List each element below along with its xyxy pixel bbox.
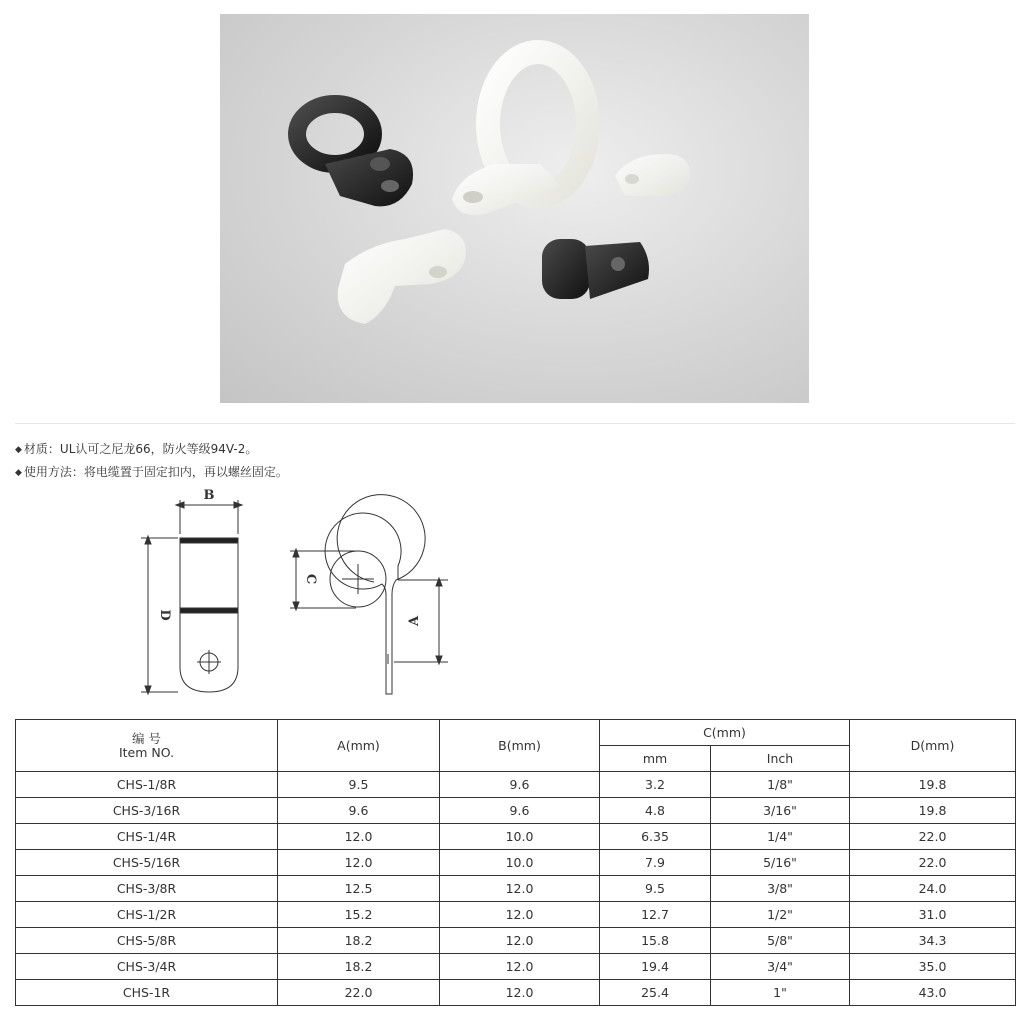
cell-c-inch: 5/16": [711, 850, 850, 876]
cell-d: 43.0: [850, 980, 1016, 1006]
table-row: [16, 798, 1016, 824]
header-c-mm: mm: [600, 746, 711, 772]
black-clip-large: [297, 104, 413, 206]
cell-item: CHS-5/16R: [16, 850, 278, 876]
section-divider: [15, 423, 1015, 424]
cell-d: 35.0: [850, 954, 1016, 980]
header-d: D(mm): [850, 720, 1016, 772]
table-row: [16, 928, 1016, 954]
header-item-no: [16, 720, 278, 772]
cell-b: 10.0: [440, 850, 600, 876]
table-row: [16, 850, 1016, 876]
header-item-cn: 编 号: [132, 730, 161, 746]
dimension-table-body: [16, 720, 1016, 1006]
bullet-icon: ◆: [15, 445, 22, 455]
black-clip-small: [542, 239, 649, 299]
cell-c-inch: 3/16": [711, 798, 850, 824]
cell-c-mm: 15.8: [600, 928, 711, 954]
cell-c-mm: 4.8: [600, 798, 711, 824]
cell-b: 12.0: [440, 902, 600, 928]
dimension-label-d: D: [157, 609, 172, 621]
cell-c-inch: 1": [711, 980, 850, 1006]
cell-a: 18.2: [278, 954, 440, 980]
cell-a: 18.2: [278, 928, 440, 954]
header-item-en: Item NO.: [118, 744, 175, 760]
cell-d: 34.3: [850, 928, 1016, 954]
table-header-row: [16, 720, 1016, 746]
cell-a: 12.0: [278, 824, 440, 850]
cell-c-mm: 9.5: [600, 876, 711, 902]
cell-c-mm: 25.4: [600, 980, 711, 1006]
front-view: [141, 500, 242, 694]
cell-item: CHS-1/4R: [16, 824, 278, 850]
spec-usage: [15, 464, 288, 481]
side-view: [290, 495, 448, 694]
header-b: B(mm): [440, 720, 600, 772]
cell-c-mm: 7.9: [600, 850, 711, 876]
cell-c-inch: 3/4": [711, 954, 850, 980]
bullet-icon: ◆: [15, 468, 22, 478]
header-a: A(mm): [278, 720, 440, 772]
cell-a: 9.6: [278, 798, 440, 824]
table-row: [16, 902, 1016, 928]
dimension-table: [15, 719, 1016, 1006]
cell-d: 22.0: [850, 824, 1016, 850]
cell-b: 12.0: [440, 980, 600, 1006]
cell-d: 22.0: [850, 850, 1016, 876]
cell-c-mm: 12.7: [600, 902, 711, 928]
dimension-label-c: C: [303, 573, 318, 585]
dimension-label-b: B: [203, 488, 215, 503]
dimension-label-a: A: [407, 615, 422, 627]
white-clip-small: [615, 154, 690, 196]
cell-item: CHS-3/4R: [16, 954, 278, 980]
cell-c-mm: 3.2: [600, 772, 711, 798]
cell-d: 19.8: [850, 772, 1016, 798]
cell-b: 9.6: [440, 772, 600, 798]
spec-usage-text: 使用方法：将电缆置于固定扣内，再以螺丝固定。: [23, 465, 288, 479]
cell-b: 12.0: [440, 876, 600, 902]
table-row: [16, 772, 1016, 798]
cell-b: 12.0: [440, 928, 600, 954]
cell-c-mm: 19.4: [600, 954, 711, 980]
cell-a: 12.5: [278, 876, 440, 902]
cell-b: 12.0: [440, 954, 600, 980]
table-row: [16, 824, 1016, 850]
cell-item: CHS-5/8R: [16, 928, 278, 954]
header-c-inch: Inch: [711, 746, 850, 772]
cell-a: 12.0: [278, 850, 440, 876]
product-photo-illustration: [220, 14, 809, 403]
cell-item: CHS-3/8R: [16, 876, 278, 902]
table-row: [16, 876, 1016, 902]
cell-c-inch: 1/2": [711, 902, 850, 928]
table-row: [16, 954, 1016, 980]
cell-d: 31.0: [850, 902, 1016, 928]
cell-d: 24.0: [850, 876, 1016, 902]
cell-a: 22.0: [278, 980, 440, 1006]
cell-c-inch: 3/8": [711, 876, 850, 902]
header-c: C(mm): [600, 720, 850, 746]
cell-a: 15.2: [278, 902, 440, 928]
cell-c-inch: 5/8": [711, 928, 850, 954]
cell-item: CHS-3/16R: [16, 798, 278, 824]
white-clip-large: [452, 52, 588, 215]
technical-drawing: [130, 484, 460, 699]
spec-material: [15, 441, 257, 458]
table-row: [16, 980, 1016, 1006]
white-clip-medium: [338, 229, 466, 324]
cell-item: CHS-1/8R: [16, 772, 278, 798]
product-photo: [220, 14, 809, 403]
cell-a: 9.5: [278, 772, 440, 798]
cell-item: CHS-1/2R: [16, 902, 278, 928]
cell-d: 19.8: [850, 798, 1016, 824]
cell-c-inch: 1/8": [711, 772, 850, 798]
cell-item: CHS-1R: [16, 980, 278, 1006]
spec-material-text: 材质：UL认可之尼龙66，防火等级94V-2。: [23, 442, 258, 456]
cell-c-inch: 1/4": [711, 824, 850, 850]
cell-b: 10.0: [440, 824, 600, 850]
cell-c-mm: 6.35: [600, 824, 711, 850]
cell-b: 9.6: [440, 798, 600, 824]
